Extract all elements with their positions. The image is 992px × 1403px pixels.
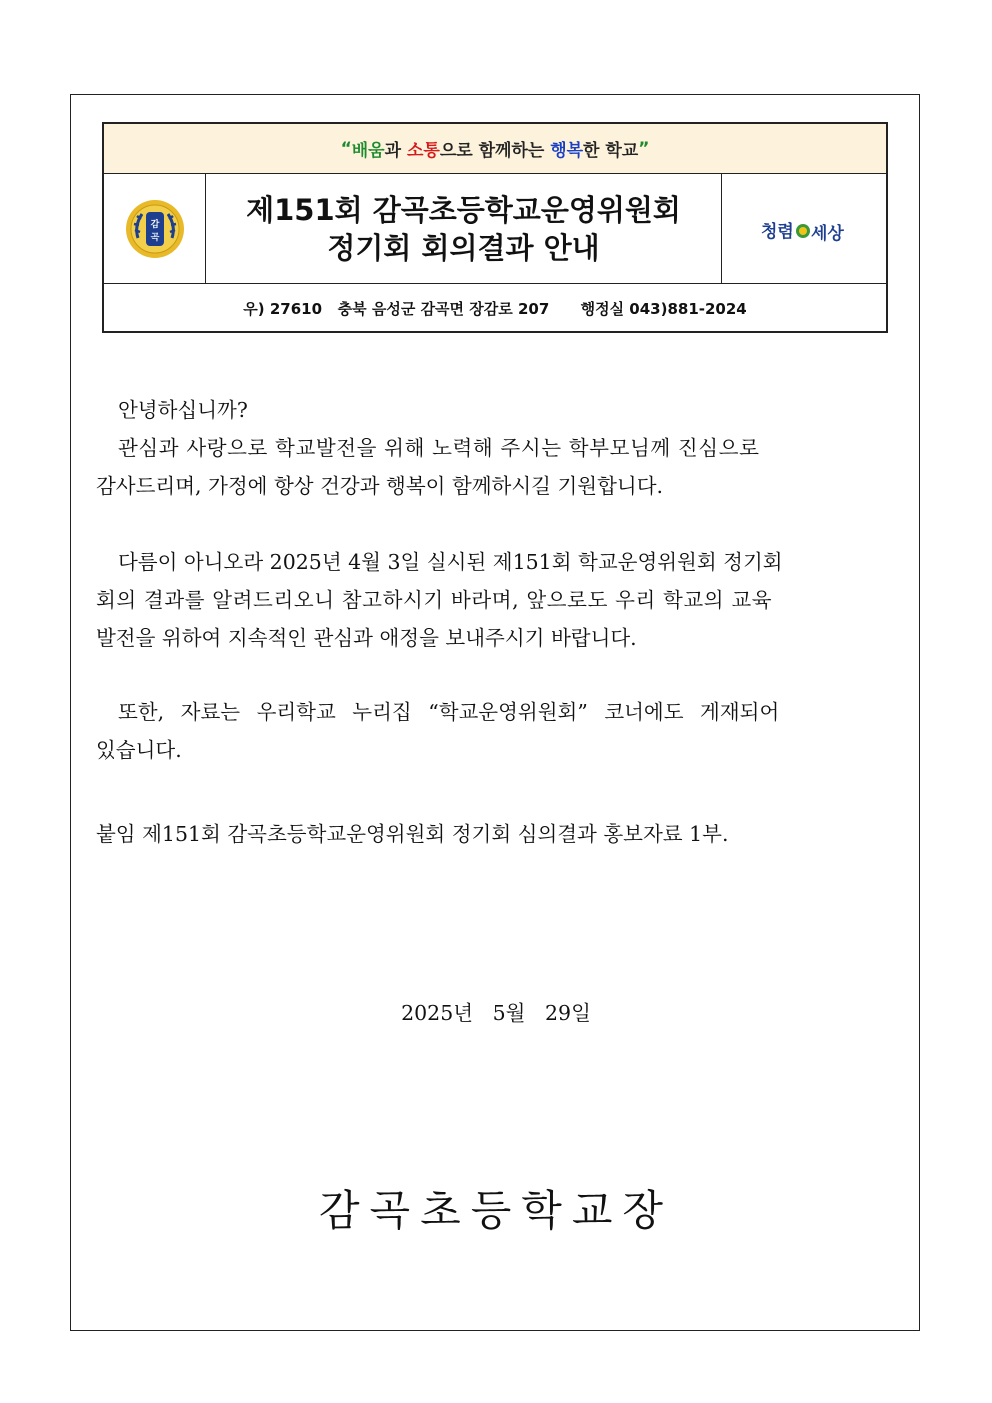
attachment-note: [96, 815, 896, 853]
slogan-row: [104, 124, 886, 174]
paragraph-2-line-2: 회의 결과를 알려드리오니 참고하시기 바라며, 앞으로도 우리 학교의 교육: [96, 588, 773, 612]
integrity-world-logo-icon: [759, 209, 849, 249]
letterhead: [102, 122, 888, 333]
issue-date: 2025년 5월 29일: [401, 1001, 591, 1025]
emblem-cell: [104, 174, 206, 283]
attachment-line: 붙임 제151회 감곡초등학교운영위원회 정기회 심의결과 홍보자료 1부.: [96, 822, 729, 846]
slogan-open-quote: “: [340, 138, 352, 159]
letter-body-top: [96, 391, 896, 505]
svg-text:청렴: 청렴: [761, 221, 794, 242]
paragraph-1-line-1: 관심과 사랑으로 학교발전을 위해 노력해 주시는 학부모님께 진심으로: [118, 436, 760, 460]
slogan-close-quote: ”: [638, 138, 650, 159]
slogan-word-learning: 배움: [351, 141, 385, 161]
letter-body-notice: [96, 693, 896, 769]
title-cell: [206, 174, 722, 283]
school-emblem-icon: [124, 198, 186, 260]
paragraph-2-line-3: 발전을 위하여 지속적인 관심과 애정을 보내주시기 바랍니다.: [96, 626, 637, 650]
paragraph-3-line-2: 있습니다.: [96, 738, 182, 762]
integrity-logo: [722, 174, 886, 283]
title-line-1: 제151회 감곡초등학교운영위원회: [246, 192, 681, 227]
paragraph-2-line-1: 다름이 아니오라 2025년 4월 3일 실시된 제151회 학교운영위원회 정기회: [118, 550, 783, 574]
slogan-text-1: 과: [384, 141, 407, 161]
slogan-text-3: 한 학교: [583, 141, 639, 161]
paragraph-1-line-2: 감사드리며, 가정에 항상 건강과 행복이 함께하시길 기원합니다.: [96, 474, 664, 498]
paragraph-3-line-1: 또한, 자료는 우리학교 누리집 “학교운영위원회” 코너에도 게재되어: [118, 700, 780, 724]
address-row: 우) 27610 충북 음성군 감곡면 장감로 207 행정실 043)881-2024: [243, 300, 747, 318]
slogan-text-2: 으로 함께하는: [439, 141, 551, 161]
title-row: [104, 174, 886, 284]
svg-text:세상: 세상: [811, 223, 844, 244]
slogan-word-communication: 소통: [406, 141, 440, 161]
slogan-word-happiness: 행복: [550, 141, 584, 161]
svg-text:곡: 곡: [150, 232, 159, 243]
letter-body-middle: [96, 543, 896, 657]
title-line-2: 정기회 회의결과 안내: [327, 230, 600, 265]
principal-signature: 감곡초등학교장: [318, 1186, 673, 1235]
svg-text:감: 감: [150, 219, 159, 230]
greeting: 안녕하십니까?: [118, 398, 248, 422]
